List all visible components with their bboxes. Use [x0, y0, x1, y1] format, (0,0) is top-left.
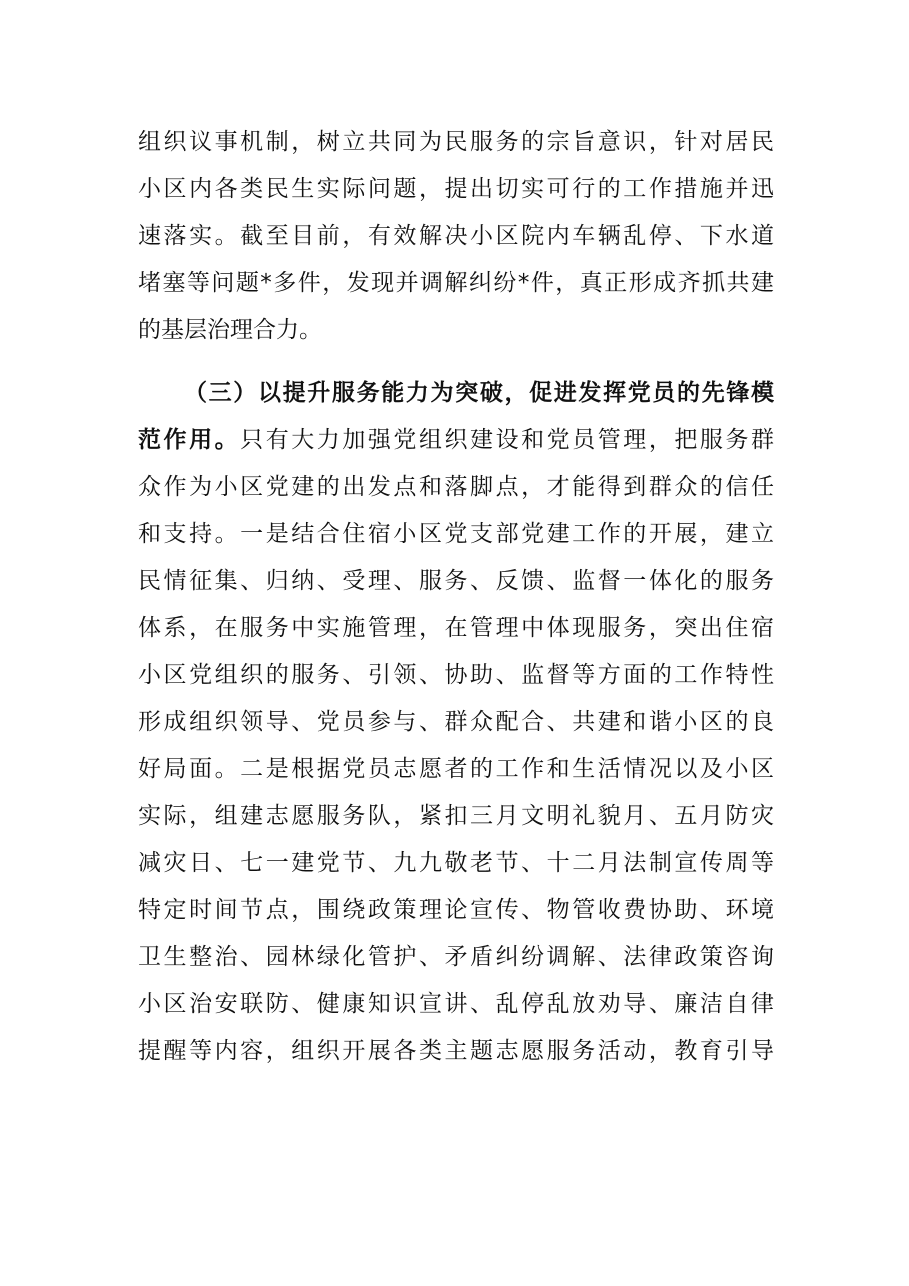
paragraph-line: 提醒等内容，组织开展各类主题志愿服务活动，教育引导	[138, 1038, 774, 1064]
paragraph-line: 卫生整治、园林绿化管护、矛盾纠纷调解、法律政策咨询	[138, 944, 774, 970]
paragraph-line: 实际，组建志愿服务队，紧扣三月文明礼貌月、五月防灾	[138, 803, 774, 829]
paragraph-line: 民情征集、归纳、受理、服务、反馈、监督一体化的服务	[138, 568, 774, 594]
paragraph-line: 小区内各类民生实际问题，提出切实可行的工作措施并迅	[138, 176, 774, 202]
paragraph-line: 减灾日、七一建党节、九九敬老节、十二月法制宣传周等	[138, 850, 774, 876]
paragraph-line: 组织议事机制，树立共同为民服务的宗旨意识，针对居民	[138, 129, 774, 155]
paragraph-line: 形成组织领导、党员参与、群众配合、共建和谐小区的良	[138, 709, 774, 735]
section-heading-end: 范作用。	[138, 427, 241, 453]
paragraph-line: 速落实。截至目前，有效解决小区院内车辆乱停、下水道	[138, 223, 774, 249]
paragraph-line-rest: 只有大力加强党组织建设和党员管理，把服务群	[240, 427, 774, 453]
section-heading: （三）以提升服务能力为突破，促进发挥党员的先锋模	[184, 380, 774, 406]
paragraph-line	[138, 417, 774, 463]
paragraph-line: 特定时间节点，围绕政策理论宣传、物管收费协助、环境	[138, 897, 774, 923]
paragraph-line: 众作为小区党建的出发点和落脚点，才能得到群众的信任	[138, 474, 774, 500]
paragraph-line: 的基层治理合力。	[138, 317, 322, 343]
paragraph-line: 小区党组织的服务、引领、协助、监督等方面的工作特性	[138, 662, 774, 688]
paragraph-line: 小区治安联防、健康知识宣讲、乱停乱放劝导、廉洁自律	[138, 991, 774, 1017]
paragraph-line: 和支持。一是结合住宿小区党支部党建工作的开展，建立	[138, 521, 774, 547]
paragraph-line: 体系，在服务中实施管理，在管理中体现服务，突出住宿	[138, 615, 774, 641]
paragraph-line: 好局面。二是根据党员志愿者的工作和生活情况以及小区	[138, 756, 774, 782]
paragraph-line: 堵塞等问题*多件，发现并调解纠纷*件，真正形成齐抓共建	[138, 270, 774, 296]
